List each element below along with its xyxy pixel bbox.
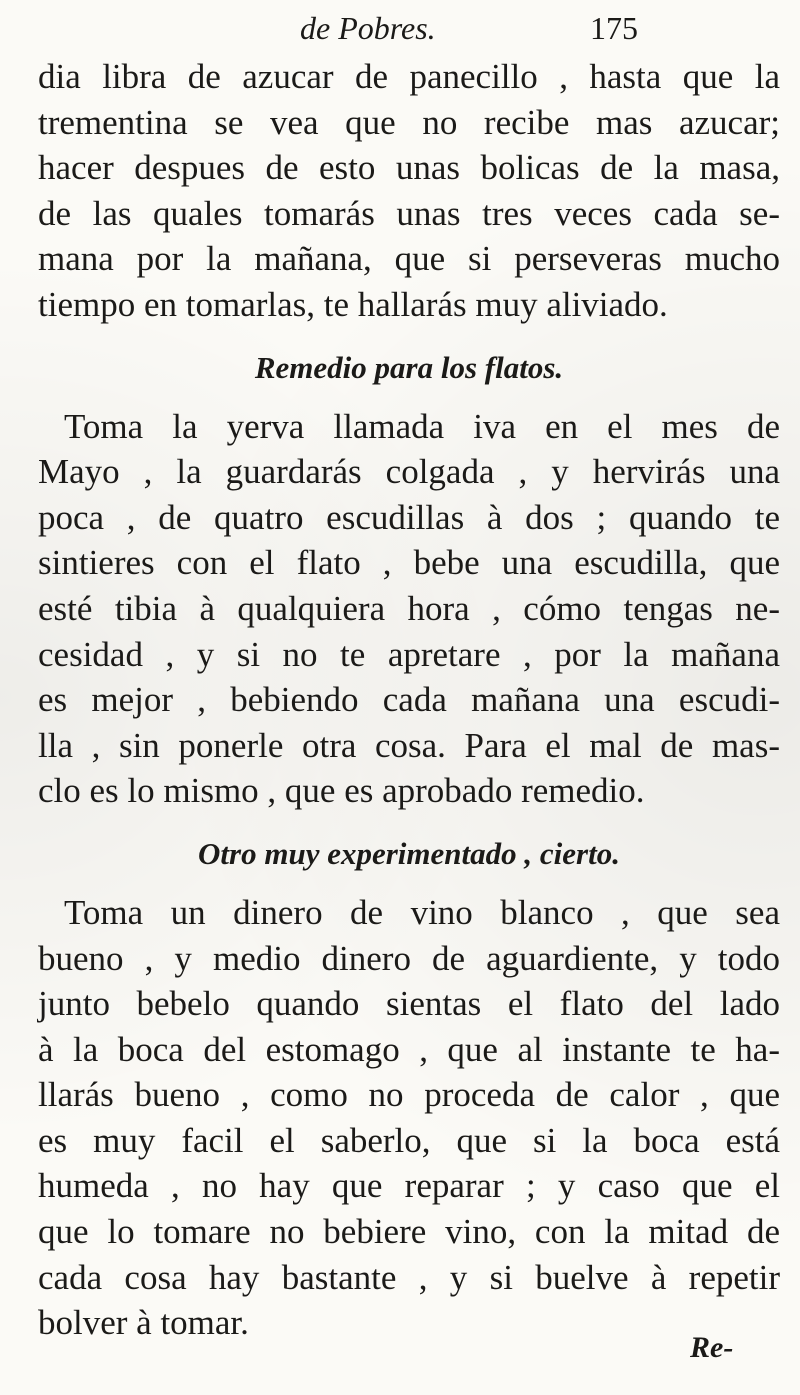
text-line: cada cosa hay bastante , y si buelve à repetir	[38, 1257, 780, 1297]
text-line: Toma un dinero de vino blanco , que sea	[64, 892, 780, 932]
text-line: es mejor , bebiendo cada mañana una escudi-	[38, 680, 780, 720]
text-line: sintieres con el flato , bebe una escudilla, que	[38, 543, 780, 583]
text-line: à la boca del estomago , que al instante te ha-	[38, 1029, 780, 1069]
section-heading-otro: Otro muy experimentado , cierto.	[198, 835, 620, 871]
text-line: cesidad , y si no te apretare , por la mañana	[38, 634, 780, 674]
text-line: de las quales tomarás unas tres veces cada se-	[38, 193, 780, 233]
text-line: clo es lo mismo , que es aprobado remedio.	[38, 771, 645, 811]
text-line: trementina se vea que no recibe mas azucar;	[38, 102, 780, 142]
text-line: esté tibia à qualquiera hora , cómo tengas ne-	[38, 588, 780, 628]
page-header	[0, 6, 800, 50]
paragraph-3	[38, 890, 780, 1346]
text-line: bolver à tomar.	[38, 1303, 249, 1343]
paragraph-2	[38, 404, 780, 814]
text-line: llarás bueno , como no proceda de calor , que	[38, 1075, 780, 1115]
text-line: poca , de quatro escudillas à dos ; quando te	[38, 497, 780, 537]
text-line: Toma la yerva llamada iva en el mes de	[64, 406, 780, 446]
text-line: es muy facil el saberlo, que si la boca está	[38, 1120, 780, 1160]
text-line: dia libra de azucar de panecillo , hasta que la	[38, 57, 780, 96]
text-line: mana por la mañana, que si perseveras mucho	[38, 239, 780, 279]
text-line: lla , sin ponerle otra cosa. Para el mal de mas-	[38, 725, 780, 765]
page-body	[38, 54, 780, 1346]
running-head: de Pobres.	[300, 10, 436, 46]
text-line: Mayo , la guardarás colgada , y hervirás una	[38, 452, 780, 492]
text-line: humeda , no hay que reparar ; y caso que el	[38, 1166, 780, 1206]
paragraph-1	[38, 54, 780, 328]
text-line: bueno , y medio dinero de aguardiente, y todo	[38, 938, 780, 978]
page-number: 175	[590, 10, 638, 46]
text-line: hacer despues de esto unas bolicas de la masa,	[38, 148, 780, 188]
text-line: junto bebelo quando sientas el flato del lado	[38, 984, 780, 1024]
text-line: tiempo en tomarlas, te hallarás muy aliviado.	[38, 284, 668, 324]
catchword: Re-	[690, 1331, 734, 1364]
section-heading-remedio: Remedio para los flatos.	[254, 349, 564, 385]
text-line: que lo tomare no bebiere vino, con la mitad de	[38, 1212, 780, 1252]
